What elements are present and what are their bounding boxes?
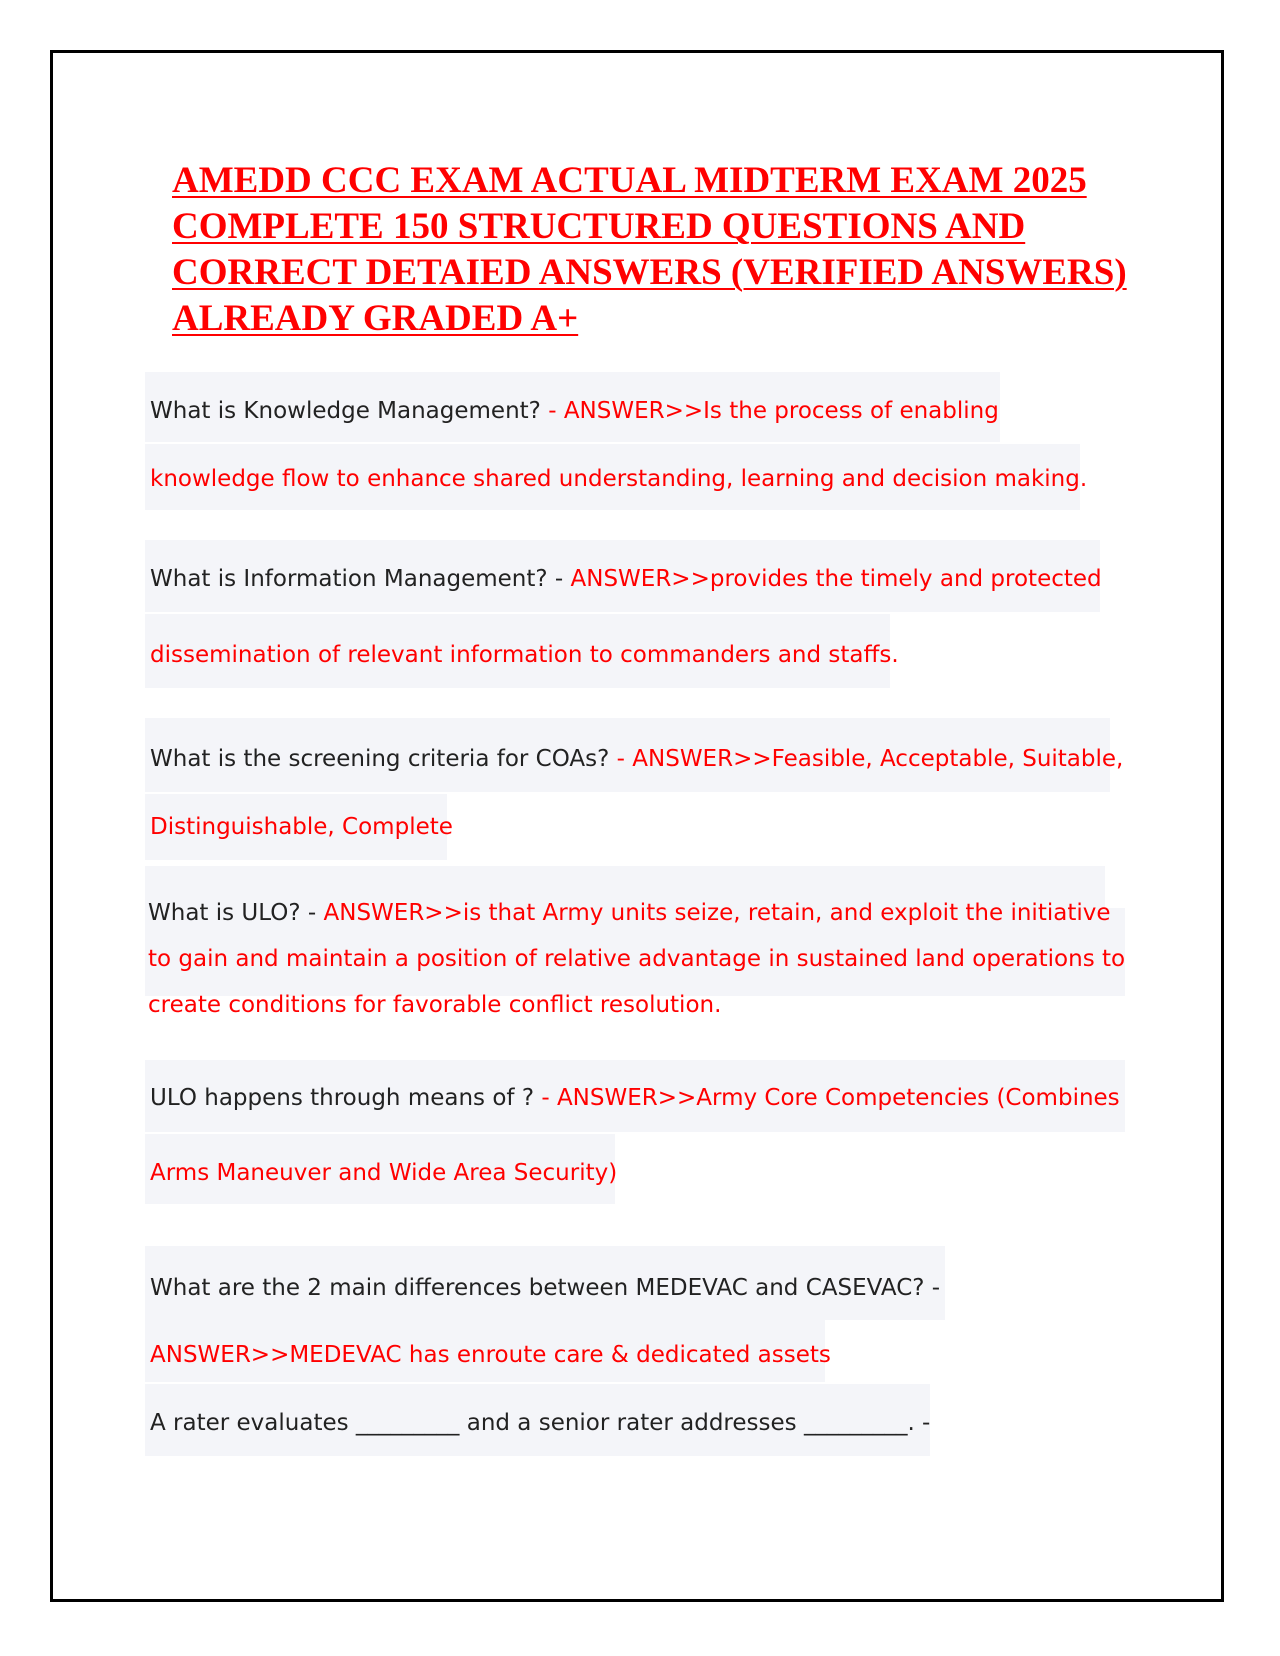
answer-line: [148, 944, 1125, 974]
answer-text: ANSWER>>is that Army units seize, retain, and exploit the initiative: [323, 900, 1111, 926]
answer-separator: -: [540, 398, 564, 424]
qa-item-line: [148, 898, 1111, 928]
question-text: ULO happens through means of ?: [150, 1085, 535, 1111]
answer-text: Arms Maneuver and Wide Area Security): [150, 1160, 618, 1186]
answer-text: ANSWER>>Feasible, Acceptable, Suitable,: [632, 746, 1124, 772]
answer-text: create conditions for favorable conflict resolution.: [148, 992, 722, 1018]
question-text: What is Information Management? -: [150, 566, 564, 592]
answer-separator: -: [609, 746, 633, 772]
qa-item-line: [150, 396, 999, 426]
answer-text: ANSWER>>Is the process of enabling: [563, 398, 999, 424]
answer-text: Distinguishable, Complete: [150, 814, 453, 840]
qa-item-line: [150, 1083, 1120, 1113]
answer-separator: [563, 566, 570, 592]
answer-separator: -: [534, 1085, 557, 1111]
answer-line: [150, 1340, 831, 1370]
answer-text: knowledge flow to enhance shared understanding, learning and decision making.: [150, 466, 1088, 492]
document-title: AMEDD CCC EXAM ACTUAL MIDTERM EXAM 2025 COMPLETE 150 STRUCTURED QUESTIONS AND CORRECT DETAIED ANSWERS (VERIFIED ANSWERS) ALREADY GRADED A+: [172, 160, 1127, 339]
answer-text: dissemination of relevant information to commanders and staffs.: [150, 642, 899, 668]
answer-text: ANSWER>>Army Core Competencies (Combines: [556, 1085, 1120, 1111]
answer-line: [150, 464, 1087, 494]
question-text: What is Knowledge Management?: [150, 398, 541, 424]
answer-text: ANSWER>>MEDEVAC has enroute care & dedicated assets: [150, 1342, 831, 1368]
question-text: What is ULO? -: [148, 900, 317, 926]
qa-item-line: [150, 1408, 930, 1438]
answer-separator: [316, 900, 323, 926]
answer-text: to gain and maintain a position of relative advantage in sustained land operations to: [148, 946, 1126, 972]
answer-line: [148, 990, 721, 1020]
answer-text: ANSWER>>provides the timely and protected: [570, 566, 1102, 592]
question-text: What are the 2 main differences between MEDEVAC and CASEVAC? -: [150, 1275, 941, 1301]
answer-line: [150, 1158, 617, 1188]
answer-line: [150, 640, 899, 670]
qa-item-line: [150, 564, 1102, 594]
qa-item-line: [150, 1273, 940, 1303]
qa-item-line: [150, 744, 1123, 774]
answer-line: [150, 812, 453, 842]
question-text: What is the screening criteria for COAs?: [150, 746, 610, 772]
question-text: A rater evaluates _________ and a senior rater addresses _________. -: [150, 1410, 931, 1436]
